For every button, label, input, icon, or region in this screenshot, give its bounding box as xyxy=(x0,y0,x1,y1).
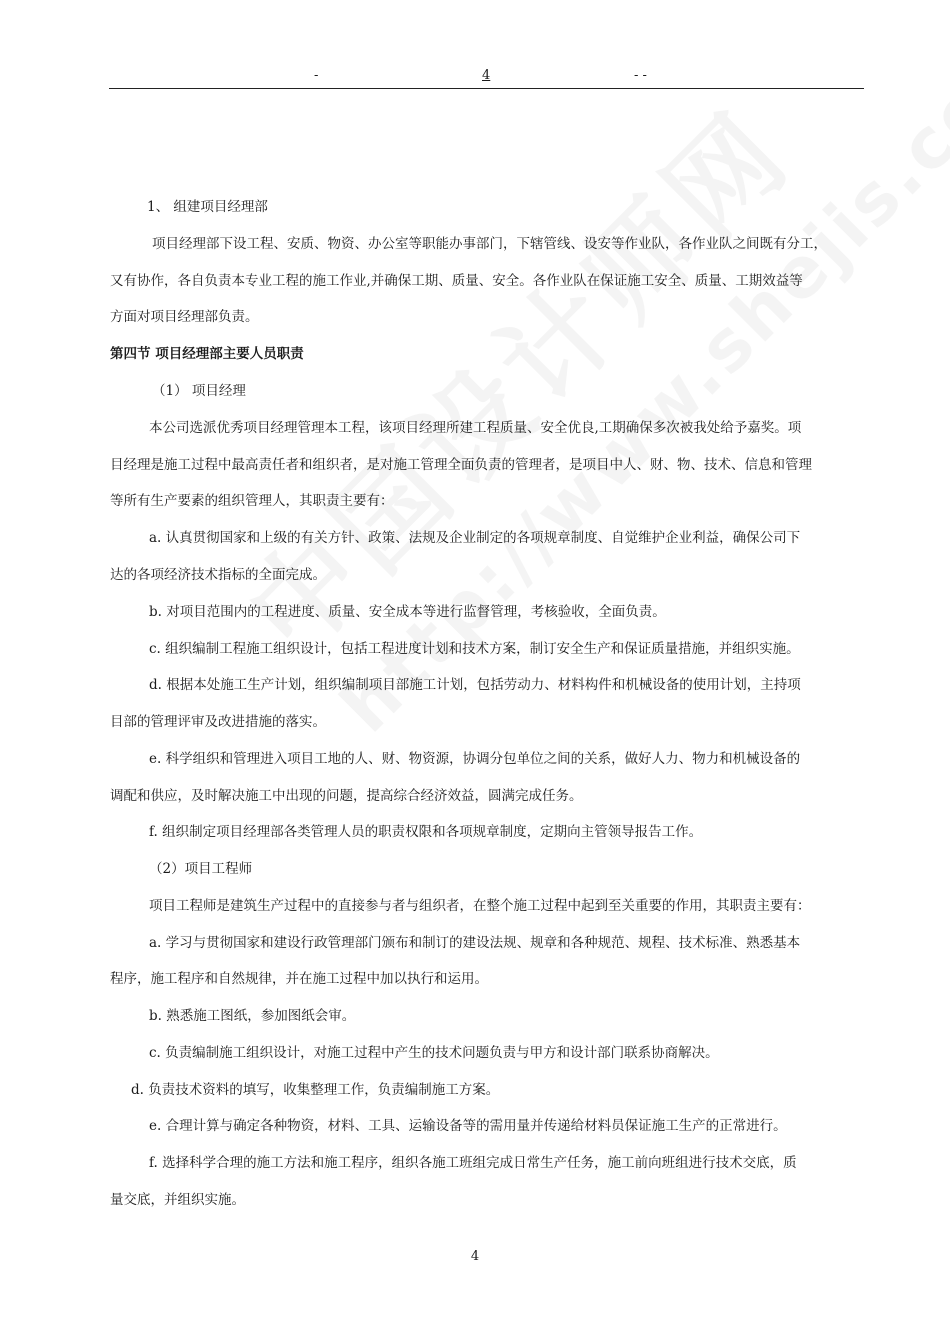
list-item-continuation: 调配和供应，及时解决施工中出现的问题，提高综合经济效益，圆满完成任务。 xyxy=(110,788,583,804)
paragraph-line: 又有协作，各自负责本专业工程的施工作业,并确保工期、质量、安全。各作业队在保证施工安全、质量、工期效益等 xyxy=(110,273,803,289)
paragraph-line: 本公司选派优秀项目经理管理本工程，该项目经理所建工程质量、安全优良,工期确保多次被我处给予嘉奖。项 xyxy=(149,420,802,436)
header-right: - - xyxy=(634,68,647,83)
paragraph-line: 项目工程师是建筑生产过程中的直接参与者与组织者，在整个施工过程中起到至关重要的作用，其职责主要有： xyxy=(149,898,811,914)
list-item-continuation: 程序，施工程序和自然规律，并在施工过程中加以执行和运用。 xyxy=(110,971,488,987)
page-footer xyxy=(0,1249,950,1264)
footer-page-number: 4 xyxy=(470,1249,480,1264)
list-item: d. 根据本处施工生产计划，组织编制项目部施工计划，包括劳动力、材料构件和机械设备的使用计划，主持项 xyxy=(149,677,801,693)
list-item-continuation: 目部的管理评审及改进措施的落实。 xyxy=(110,714,326,730)
list-item: d. 负责技术资料的填写，收集整理工作，负责编制施工方案。 xyxy=(131,1082,500,1098)
list-item: c. 负责编制施工组织设计，对施工过程中产生的技术问题负责与甲方和设计部门联系协商解决。 xyxy=(149,1045,719,1061)
section-title: 第四节 项目经理部主要人员职责 xyxy=(110,346,304,362)
list-item: c. 组织编制工程施工组织设计，包括工程进度计划和技术方案，制订安全生产和保证质量措施，并组织实施。 xyxy=(149,641,800,657)
paragraph-line: 方面对项目经理部负责。 xyxy=(110,309,259,325)
list-item: b. 熟悉施工图纸，参加图纸会审。 xyxy=(149,1008,356,1024)
watermark xyxy=(206,76,950,1024)
list-item-continuation: 量交底，并组织实施。 xyxy=(110,1192,245,1208)
paragraph-line: 目经理是施工过程中最高责任者和组织者，是对施工管理全面负责的管理者，是项目中人、财、物、技术、信息和管理 xyxy=(110,457,812,473)
subsection-heading: （2）项目工程师 xyxy=(149,861,253,877)
list-item: a. 认真贯彻国家和上级的有关方针、政策、法规及企业制定的各项规章制度、自觉维护企业利益，确保公司下 xyxy=(149,530,801,546)
list-item: e. 科学组织和管理进入项目工地的人、财、物资源，协调分包单位之间的关系，做好人力、物力和机械设备的 xyxy=(149,751,801,767)
paragraph-line: 项目经理部下设工程、安质、物资、办公室等职能办事部门，下辖管线、设安等作业队，各作业队之间既有分工， xyxy=(152,236,827,252)
list-item: f. 组织制定项目经理部各类管理人员的职责权限和各项规章制度，定期向主管领导报告工作。 xyxy=(149,824,703,840)
paragraph-line: 等所有生产要素的组织管理人，其职责主要有： xyxy=(110,493,394,509)
section-heading-1: 1、 组建项目经理部 xyxy=(147,199,268,215)
list-item: a. 学习与贯彻国家和建设行政管理部门颁布和制订的建设法规、规章和各种规范、规程、技术标准、熟悉基本 xyxy=(149,935,801,951)
page-header xyxy=(109,66,864,89)
list-item-continuation: 达的各项经济技术指标的全面完成。 xyxy=(110,567,326,583)
list-item: b. 对项目范围内的工程进度、质量、安全成本等进行监督管理，考核验收，全面负责。 xyxy=(149,604,666,620)
subsection-heading: （1） 项目经理 xyxy=(152,383,246,399)
header-left: - xyxy=(314,68,319,83)
list-item: e. 合理计算与确定各种物资，材料、工具、运输设备等的需用量并传递给材料员保证施工生产的正常进行。 xyxy=(149,1118,787,1134)
list-item: f. 选择科学合理的施工方法和施工程序，组织各施工班组完成日常生产任务，施工前向班组进行技术交底，质 xyxy=(149,1155,797,1171)
header-page-number: 4 xyxy=(482,68,491,83)
